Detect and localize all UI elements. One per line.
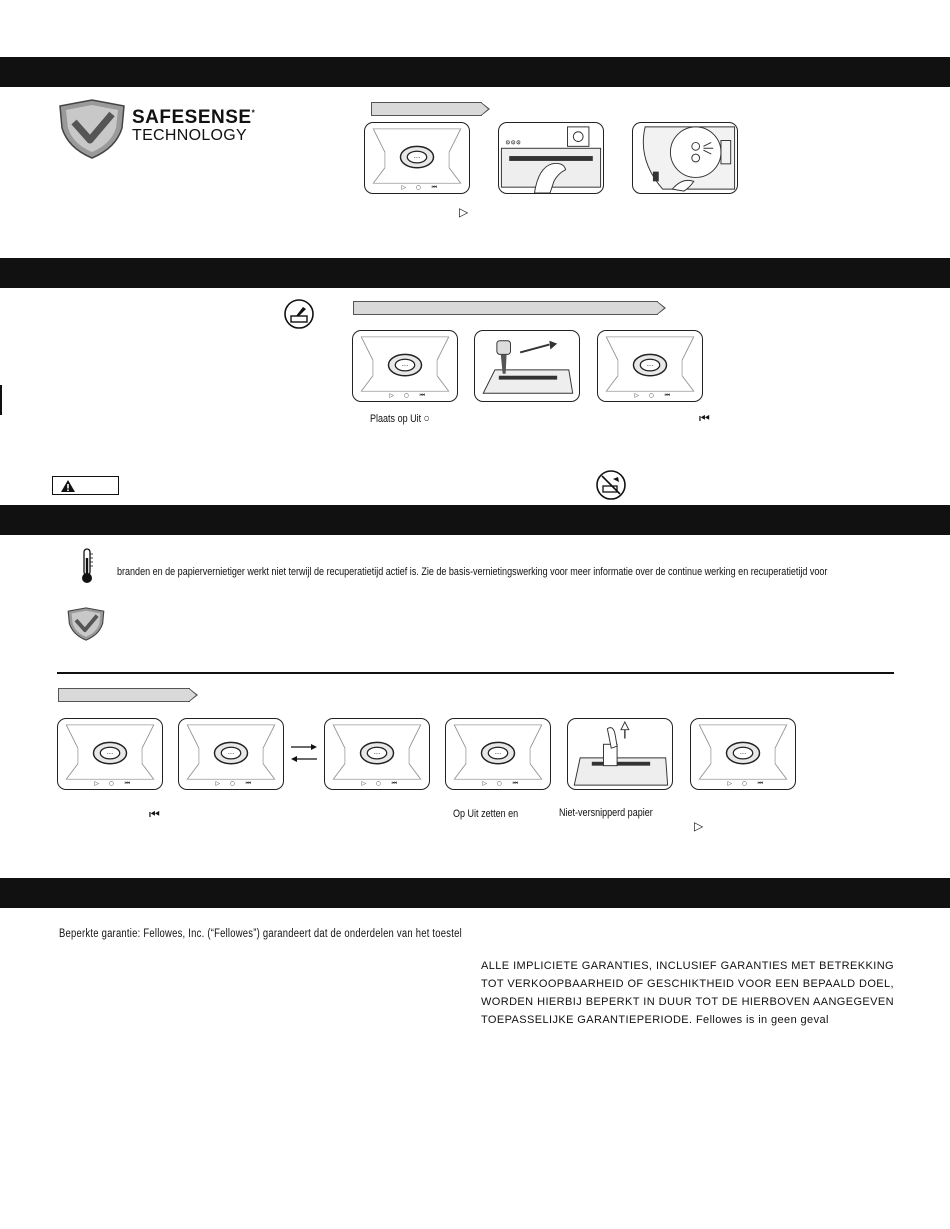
svg-text:⚙⚙⚙: ⚙⚙⚙ [505,140,521,147]
svg-text:···: ··· [227,749,235,758]
off-symbol-icon: ○ [423,411,430,425]
caption-reverse-icon: ⏮ [149,807,160,821]
section-header-band-1 [0,57,950,87]
safesense-shield-icon [56,98,128,160]
svg-text:···: ··· [646,361,654,370]
thermo-text: branden en de papiervernietiger werkt niet terwijl de recuperatietijd actief is. Zie de basis-vernietingswerking voor meer informatie over de continue werking en recuperatietijd voor [117,566,828,578]
svg-text:○: ○ [109,781,115,788]
section-header-band-4 [0,878,950,908]
svg-text:○: ○ [497,781,503,788]
svg-text:⏮: ⏮ [245,781,251,788]
svg-text:▷: ▷ [401,185,406,192]
svg-text:···: ··· [401,361,409,370]
svg-text:▷: ▷ [361,781,366,788]
control-panel-step-2 [178,718,284,790]
step-tab-3 [58,688,190,702]
oil-can-icon [284,299,314,329]
section-divider [57,672,894,674]
svg-text:○: ○ [742,781,748,788]
control-panel-illustration-3 [597,330,703,402]
svg-text:⏮: ⏮ [512,781,518,788]
caption-off: Op Uit zetten en [453,808,519,820]
step-tab-2 [353,301,658,315]
brand-title [132,107,255,129]
control-panel-step-1 [57,718,163,790]
brand-mark: * [251,108,256,118]
svg-text:▷: ▷ [389,393,394,400]
control-panel-step-3 [324,718,430,790]
oiling-illustration [474,330,580,402]
svg-text:○: ○ [376,781,382,788]
shredder-hand-illustration [498,122,604,194]
control-panel-step-4 [445,718,551,790]
exchange-arrows-icon [289,741,319,765]
margin-mark [0,385,2,415]
svg-text:▷: ▷ [727,781,732,788]
svg-text:○: ○ [230,781,236,788]
control-panel-illustration-2 [352,330,458,402]
svg-text:▷: ▷ [215,781,220,788]
brand-name: SAFESENSE [132,107,252,128]
caption-play-1: ▷ [459,205,469,219]
svg-text:···: ··· [106,749,114,758]
svg-text:○: ○ [649,393,655,400]
svg-text:⏮: ⏮ [124,781,130,788]
shredder-dial-illustration [632,122,738,194]
svg-text:⏮: ⏮ [664,393,670,400]
warranty-intro: Beperkte garantie: Fellowes, Inc. (“Fellowes”) garandeert dat de onderdelen van het toestel [59,928,462,940]
svg-text:···: ··· [739,749,747,758]
warning-triangle-icon [60,479,76,493]
thermometer-icon [80,548,94,584]
warning-box [52,476,119,495]
caption-play-icon: ▷ [694,819,704,833]
section-header-band-3 [0,505,950,535]
safesense-shield-small-icon [66,606,106,642]
no-aerosol-icon [596,470,626,500]
svg-text:⏮: ⏮ [431,185,437,192]
section-header-band-2 [0,258,950,288]
svg-text:⏮: ⏮ [419,393,425,400]
svg-text:···: ··· [373,749,381,758]
svg-text:···: ··· [413,153,421,162]
caption-paper: Niet-versnipperd papier [559,807,653,819]
svg-text:▷: ▷ [94,781,99,788]
step-tab-1 [371,102,482,116]
control-panel-illustration [364,122,470,194]
brand-subtitle: TECHNOLOGY [132,127,248,144]
svg-text:▷: ▷ [482,781,487,788]
svg-text:⏮: ⏮ [757,781,763,788]
paper-removal-illustration [567,718,673,790]
svg-text:···: ··· [494,749,502,758]
svg-text:○: ○ [416,185,422,192]
svg-text:▷: ▷ [634,393,639,400]
caption-place-off [370,411,430,425]
reverse-symbol-icon: ⏮ [699,411,710,425]
warranty-paragraph: ALLE IMPLICIETE GARANTIES, INCLUSIEF GARANTIES MET BETREKKING TOT VERKOOPBAARHEID OF GESCHIKTHEID VOOR EEN BEPAALD DOEL, WORDEN HIERBIJ BEPERKT IN DUUR TOT DE HIERBOVEN AANGEGEVEN TOEPASSELIJKE GARANTIEPERIODE. Fellowes is in geen geval [481,960,894,1026]
control-panel-step-6 [690,718,796,790]
svg-text:○: ○ [404,393,410,400]
caption-place-off-text: Plaats op Uit [370,413,422,425]
svg-text:⏮: ⏮ [391,781,397,788]
